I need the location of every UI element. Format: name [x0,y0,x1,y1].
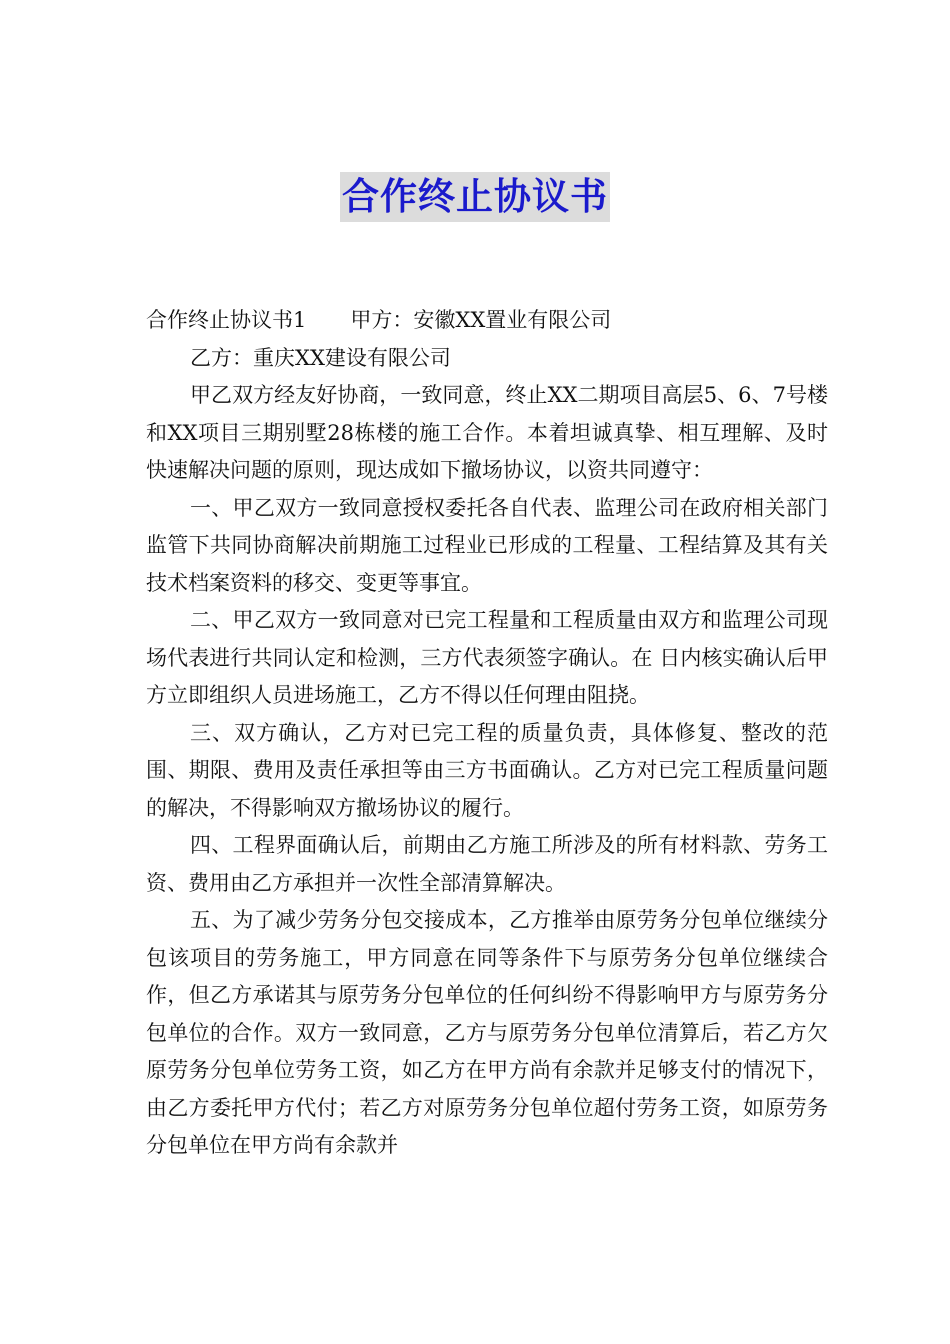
document-body [146,302,828,1165]
heading-line [146,302,828,340]
paragraph-clause-1: 一、甲乙双方一致同意授权委托各自代表、监理公司在政府相关部门监管下共同协商解决前期施工过程业已形成的工程量、工程结算及其有关技术档案资料的移交、变更等事宜。 [146,495,828,595]
paragraph-intro: 甲乙双方经友好协商，一致同意，终止XX二期项目高层5、6、7号楼和XX项目三期别墅28栋楼的施工合作。本着坦诚真挚、相互理解、及时快速解决问题的原则，现达成如下撤场协议，以资共同遵守： [146,383,828,482]
party-a: 甲方：安徽XX置业有限公司 [350,308,612,332]
paragraph-clause-4: 四、工程界面确认后，前期由乙方施工所涉及的所有材料款、劳务工资、费用由乙方承担并一次性全部清算解决。 [146,833,828,895]
paragraph-clause-5: 五、为了减少劳务分包交接成本，乙方推举由原劳务分包单位继续分包该项目的劳务施工，甲方同意在同等条件下与原劳务分包单位继续合作，但乙方承诺其与原劳务分包单位的任何纠纷不得影响甲方与原劳务分包单位的合作。双方一致同意，乙方与原劳务分包单位清算后，若乙方欠原劳务分包单位劳务工资，如乙方在甲方尚有余款并足够支付的情况下，由乙方委托甲方代付；若乙方对原劳务分包单位超付劳务工资，如原劳务分包单位在甲方尚有余款并 [146,908,828,1157]
paragraph-clause-2: 二、甲乙双方一致同意对已完工程量和工程质量由双方和监理公司现场代表进行共同认定和检测，三方代表须签字确认。在 日内核实确认后甲方立即组织人员进场施工，乙方不得以任何理由阻挠。 [146,608,828,707]
heading-label: 合作终止协议书1 [146,308,307,332]
document-title: 合作终止协议书 [340,172,610,222]
title-container [0,172,950,222]
paragraph-clause-3: 三、双方确认，乙方对已完工程的质量负责，具体修复、整改的范围、期限、费用及责任承担等由三方书面确认。乙方对已完工程质量问题的解决，不得影响双方撤场协议的履行。 [146,720,828,820]
party-b: 乙方：重庆XX建设有限公司 [190,345,451,370]
